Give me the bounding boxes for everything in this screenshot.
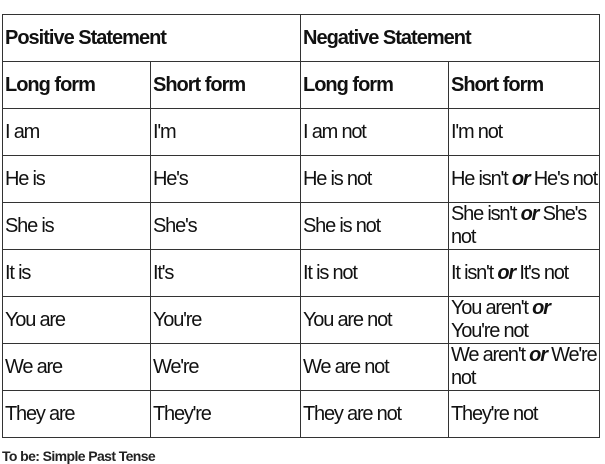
positive-long-cell: It is [3, 250, 151, 297]
table-row [3, 344, 600, 391]
short-form-option: She isn't [451, 203, 517, 225]
negative-long-cell: You are not [301, 297, 449, 344]
short-form-option: You're not [451, 320, 528, 342]
group-header-row [3, 15, 600, 62]
negative-short-cell [449, 109, 600, 156]
table-body [3, 109, 600, 438]
positive-short-cell: I'm [151, 109, 301, 156]
negative-long-cell: She is not [301, 203, 449, 250]
positive-long-cell: We are [3, 344, 151, 391]
contractions-table [2, 14, 600, 438]
short-form-option: He's not [533, 167, 597, 190]
positive-short-cell: It's [151, 250, 301, 297]
negative-short-cell [449, 344, 600, 391]
negative-short-cell [449, 250, 600, 297]
short-form-option: I'm not [451, 120, 502, 143]
negative-long-cell: They are not [301, 391, 449, 438]
column-header: Long form [301, 62, 449, 109]
or-connector: or [529, 344, 547, 366]
short-form-option: He isn't [451, 167, 508, 190]
positive-short-cell: He's [151, 156, 301, 203]
positive-long-cell: You are [3, 297, 151, 344]
short-form-option: We're not [451, 344, 597, 389]
column-header: Short form [151, 62, 301, 109]
negative-long-cell: I am not [301, 109, 449, 156]
or-connector: or [520, 203, 539, 225]
short-form-option: It's not [519, 261, 569, 284]
table-row [3, 203, 600, 250]
negative-short-cell [449, 203, 600, 250]
short-form-option: It isn't [451, 261, 494, 284]
positive-short-cell: They're [151, 391, 301, 438]
short-form-option: They're not [451, 402, 538, 425]
column-header: Long form [3, 62, 151, 109]
positive-long-cell: He is [3, 156, 151, 203]
table-row [3, 156, 600, 203]
table-row [3, 250, 600, 297]
positive-short-cell: She's [151, 203, 301, 250]
positive-long-cell: They are [3, 391, 151, 438]
negative-short-cell [449, 391, 600, 438]
positive-long-cell: She is [3, 203, 151, 250]
column-header: Short form [449, 62, 600, 109]
or-connector: or [532, 297, 550, 319]
table-row [3, 297, 600, 344]
negative-statement-header: Negative Statement [301, 15, 600, 62]
short-form-option: You aren't [451, 297, 528, 319]
column-header-row [3, 62, 600, 109]
positive-short-cell: You're [151, 297, 301, 344]
table-row [3, 109, 600, 156]
short-form-option: She's not [451, 203, 587, 248]
positive-long-cell: I am [3, 109, 151, 156]
positive-short-cell: We're [151, 344, 301, 391]
positive-statement-header: Positive Statement [3, 15, 301, 62]
negative-long-cell: He is not [301, 156, 449, 203]
negative-short-cell [449, 297, 600, 344]
table-row [3, 391, 600, 438]
or-connector: or [497, 261, 515, 284]
or-connector: or [511, 167, 530, 190]
negative-long-cell: We are not [301, 344, 449, 391]
short-form-option: We aren't [451, 344, 525, 366]
negative-long-cell: It is not [301, 250, 449, 297]
negative-short-cell [449, 156, 600, 203]
footer-heading: To be: Simple Past Tense [2, 448, 156, 464]
